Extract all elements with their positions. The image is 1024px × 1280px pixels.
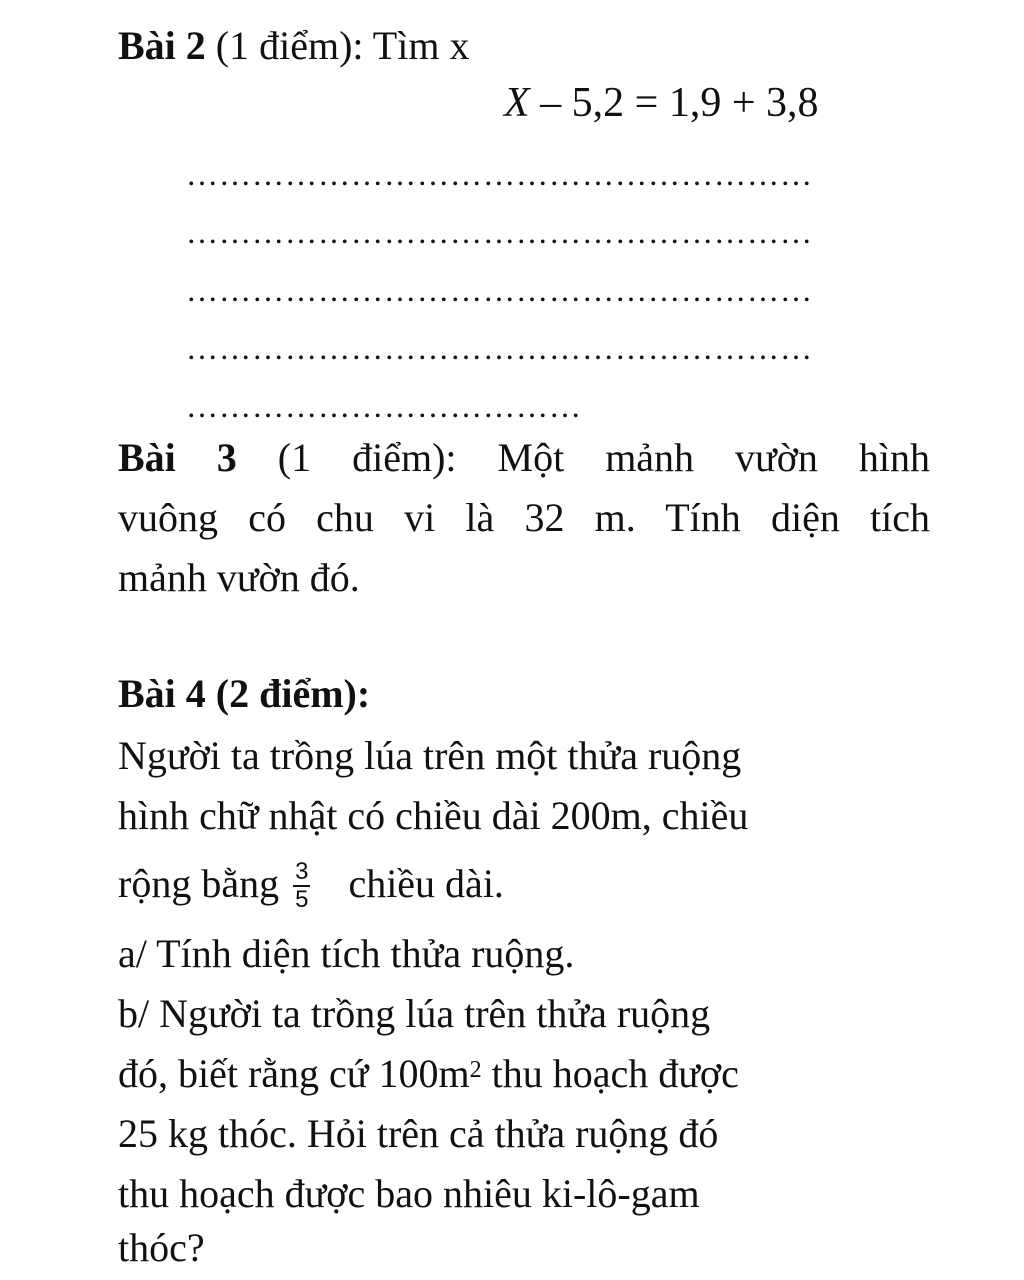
bai2-points: (1 điểm): Tìm x xyxy=(205,23,470,68)
bai3-line-1 xyxy=(118,434,930,482)
width-suffix: chiều dài. xyxy=(348,861,504,906)
bai4-part-b-line-5: thóc? xyxy=(118,1225,205,1270)
equation-variable: X xyxy=(504,80,530,126)
bai2-title xyxy=(118,22,469,70)
answer-dot-line: ……………………………… xyxy=(186,390,582,422)
answer-dot-line: ………………………………………………… xyxy=(186,216,813,248)
bai2-equation xyxy=(504,78,819,128)
answer-dot-line: ………………………………………………… xyxy=(186,332,813,364)
bai4-part-b-line-3: 25 kg thóc. Hỏi trên cả thửa ruộng đó xyxy=(118,1111,719,1156)
bai3-text: (1 điểm): Một mảnh vườn hình xyxy=(236,435,930,480)
bai4-part-a: a/ Tính diện tích thửa ruộng. xyxy=(118,931,575,976)
square-superscript: 2 xyxy=(469,1057,482,1083)
bai4-line-2: hình chữ nhật có chiều dài 200m, chiều xyxy=(118,793,749,838)
fraction-numerator: 3 xyxy=(295,857,309,885)
bai3-line-3: mảnh vườn đó. xyxy=(118,555,360,600)
fraction-three-fifths xyxy=(293,859,310,913)
fraction-denominator: 5 xyxy=(295,885,309,913)
bai3-line-2: vuông có chu vi là 32 m. Tính diện tích xyxy=(118,495,930,540)
bai4-part-b-line-1: b/ Người ta trồng lúa trên thửa ruộng xyxy=(118,991,711,1036)
bai4-part-b-line-2 xyxy=(118,1050,739,1098)
part-b-suffix: thu hoạch được xyxy=(481,1051,739,1096)
bai4-line-1: Người ta trồng lúa trên một thửa ruộng xyxy=(118,733,742,778)
bai4-part-b-line-4: thu hoạch được bao nhiêu ki-lô-gam xyxy=(118,1171,700,1216)
answer-dot-line: ………………………………………………… xyxy=(186,158,813,190)
bai4-heading: Bài 4 (2 điểm): xyxy=(118,671,371,716)
width-prefix: rộng bằng xyxy=(118,861,280,906)
answer-dot-line: ………………………………………………… xyxy=(186,274,813,306)
bai3-heading: Bài 3 xyxy=(118,435,237,480)
part-b-prefix: đó, biết rằng cứ 100m xyxy=(118,1051,470,1096)
bai2-heading: Bài 2 xyxy=(118,23,206,68)
bai4-line-3 xyxy=(118,857,504,915)
equation-rest: – 5,2 = 1,9 + 3,8 xyxy=(529,80,819,126)
